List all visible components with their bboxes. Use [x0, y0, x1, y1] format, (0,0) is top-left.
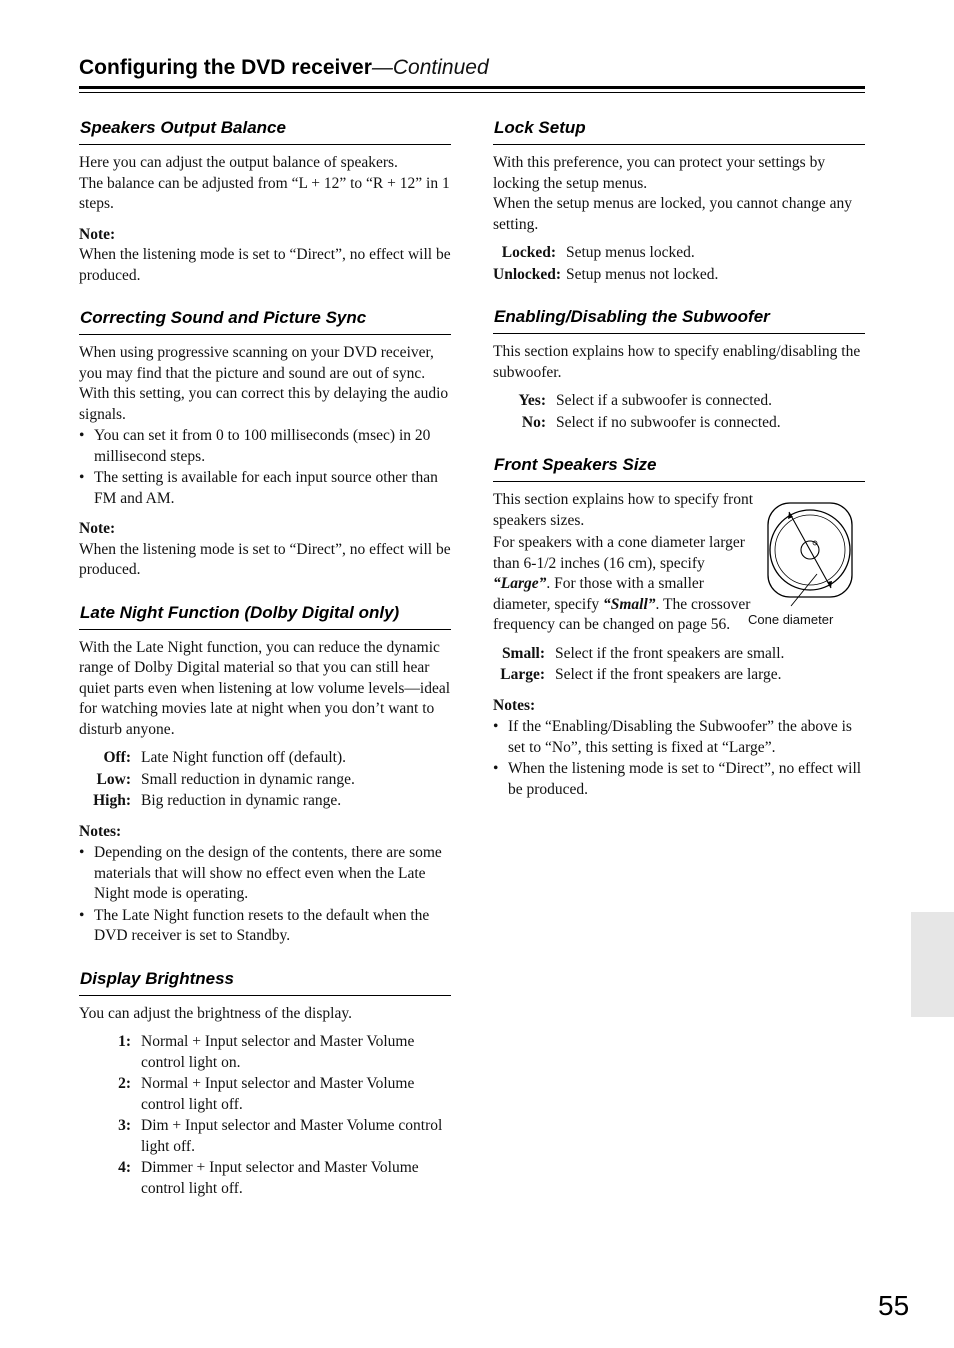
page-title-continued: —Continued — [371, 56, 489, 79]
option-row — [493, 644, 865, 665]
section-heading: Display Brightness — [79, 967, 451, 996]
option-desc: Normal + Input selector and Master Volume control light off. — [141, 1075, 415, 1113]
section-late-night — [79, 601, 451, 947]
body-text-part: . The crossover frequency can be changed on page 56. — [493, 595, 751, 633]
small-term: “Small” — [602, 595, 656, 613]
option-term: High: — [93, 792, 131, 809]
option-row — [493, 391, 865, 412]
section-lock-setup — [493, 116, 865, 285]
header-rule-thin — [79, 92, 865, 93]
option-row — [493, 243, 865, 264]
page-title: Configuring the DVD receiver — [79, 56, 372, 79]
option-term: Low: — [96, 770, 131, 788]
note-text: When the listening mode is set to “Direct”, no effect will be produced. — [79, 540, 451, 578]
page-number: 55 — [878, 1290, 910, 1321]
body-text — [493, 533, 753, 636]
option-desc: Late Night function off (default). — [141, 749, 347, 766]
body-text: This section explains how to specify enabling/disabling the subwoofer. — [493, 343, 861, 381]
option-desc: Setup menus locked. — [566, 244, 695, 261]
page-header — [79, 56, 865, 80]
speaker-cone-illustration — [755, 500, 855, 610]
option-row — [79, 1116, 451, 1157]
front-speakers-body — [493, 490, 865, 636]
section-heading: Front Speakers Size — [493, 453, 865, 482]
option-row — [79, 748, 451, 769]
option-row — [79, 791, 451, 812]
section-heading: Late Night Function (Dolby Digital only) — [79, 601, 451, 630]
option-row — [79, 1158, 451, 1199]
body-text: When using progressive scanning on your DVD receiver, you may find that the picture and sound are out of sync. With this setting, you can correct this by delaying the audio signals. — [79, 344, 449, 423]
option-term: Unlocked: — [493, 265, 562, 283]
list-item: • The setting is available for each input source other than FM and AM. — [79, 468, 451, 509]
section-subwoofer — [493, 305, 865, 433]
option-desc: Big reduction in dynamic range. — [141, 792, 342, 809]
option-term: Locked: — [501, 244, 556, 261]
option-desc: Normal + Input selector and Master Volume control light on. — [141, 1033, 415, 1071]
body-text: You can adjust the brightness of the display. — [79, 1004, 352, 1022]
option-term: Yes: — [518, 392, 546, 409]
section-heading: Enabling/Disabling the Subwoofer — [493, 305, 865, 334]
large-term: “Large” — [493, 575, 547, 592]
section-heading: Lock Setup — [493, 116, 865, 145]
option-desc: Dimmer + Input selector and Master Volume control light off. — [141, 1159, 419, 1197]
section-heading: Correcting Sound and Picture Sync — [79, 306, 451, 335]
speaker-figure — [748, 500, 855, 627]
body-text: This section explains how to specify front speakers sizes. — [493, 491, 754, 529]
side-tab — [911, 912, 954, 1017]
right-column — [493, 116, 865, 800]
option-term: No: — [521, 413, 546, 431]
notes-list — [493, 717, 865, 800]
option-desc: Select if the front speakers are large. — [555, 666, 782, 683]
section-sound-picture-sync — [79, 306, 451, 581]
notes-list — [79, 843, 451, 947]
section-heading: Speakers Output Balance — [79, 116, 451, 145]
notes-label: Notes: — [493, 696, 536, 714]
option-row — [79, 1074, 451, 1115]
option-desc: Dim + Input selector and Master Volume control light off. — [141, 1117, 443, 1155]
option-desc: Select if the front speakers are small. — [555, 644, 785, 662]
body-text: With the Late Night function, you can reduce the dynamic range of Dolby Digital material so that you can still hear quiet parts even when listening at low volume levels—ideal for watching movies late at night when you don’t want to disturb anyone. — [79, 638, 451, 738]
front-speakers-text — [493, 490, 753, 636]
left-column — [79, 116, 451, 1199]
note-label: Note: — [79, 225, 116, 243]
option-row — [493, 413, 865, 434]
option-desc: Small reduction in dynamic range. — [141, 770, 355, 788]
option-list — [493, 391, 865, 433]
section-display-brightness — [79, 967, 451, 1200]
body-text-part: For speakers with a cone diameter larger than 6-1/2 inches (16 cm), specify — [493, 534, 745, 572]
body-text: When the setup menus are locked, you cannot change any setting. — [493, 195, 852, 233]
option-term: 3: — [118, 1117, 131, 1134]
bullet-list — [79, 426, 451, 509]
list-item: • You can set it from 0 to 100 milliseconds (msec) in 20 millisecond steps. — [79, 426, 451, 467]
body-text: Here you can adjust the output balance of speakers. — [79, 154, 398, 171]
body-text: The balance can be adjusted from “L + 12” to “R + 12” in 1 steps. — [79, 174, 450, 212]
option-row — [79, 770, 451, 791]
note-text: When the listening mode is set to “Direct”, no effect will be produced. — [79, 246, 451, 284]
option-term: 4: — [118, 1159, 131, 1176]
option-list — [493, 243, 865, 285]
option-term: Large: — [500, 666, 545, 683]
note-label: Note: — [79, 520, 116, 537]
section-front-speakers — [493, 453, 865, 800]
list-item: • If the “Enabling/Disabling the Subwoofer” the above is set to “No”, this setting is fixed at “Large”. — [493, 717, 865, 758]
option-term: Small: — [501, 644, 545, 662]
option-list — [79, 1032, 451, 1199]
list-item: • The Late Night function resets to the default when the DVD receiver is set to Standby. — [79, 906, 451, 947]
option-row — [493, 665, 865, 686]
option-desc: Setup menus not locked. — [566, 265, 719, 283]
option-row — [79, 1032, 451, 1073]
option-desc: Select if no subwoofer is connected. — [556, 413, 781, 431]
body-text: With this preference, you can protect your settings by locking the setup menus. — [493, 154, 826, 192]
option-desc: Select if a subwoofer is connected. — [556, 392, 773, 409]
notes-label: Notes: — [79, 822, 122, 840]
list-item: • Depending on the design of the contents, there are some materials that will show no effect even when the Late Night mode is operating. — [79, 843, 451, 905]
body-text-part: . For those with a smaller diameter, specify — [493, 575, 704, 613]
option-term: Off: — [103, 749, 131, 766]
cone-diameter-label: Cone diameter — [748, 612, 834, 627]
option-term: 1: — [118, 1033, 131, 1050]
option-list — [493, 644, 865, 686]
section-speakers-output-balance — [79, 116, 451, 286]
list-item: • When the listening mode is set to “Direct”, no effect will be produced. — [493, 759, 865, 800]
option-list — [79, 748, 451, 812]
header-rule-thick — [79, 86, 865, 89]
option-row — [493, 265, 865, 286]
option-term: 2: — [118, 1075, 131, 1092]
